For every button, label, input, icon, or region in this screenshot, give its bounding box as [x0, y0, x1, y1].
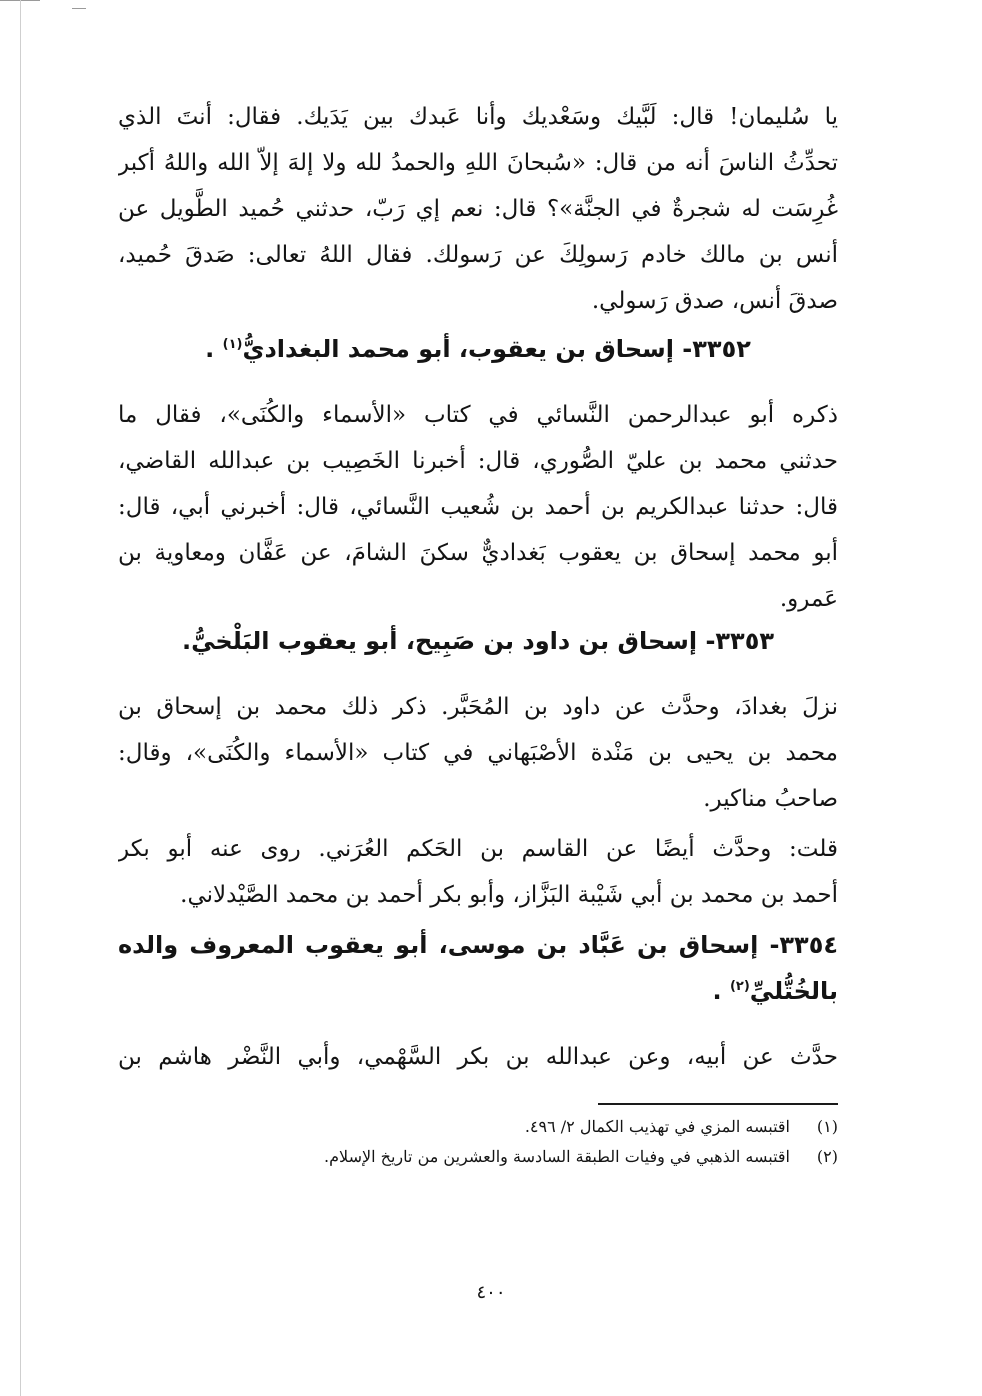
- text-line: صاحبُ مناكير.: [703, 786, 838, 812]
- text-line: حدثني محمد بن عليّ الصُّوري، قال: أخبرنا الخَصِيب بن عبدالله القاضي،: [118, 448, 838, 474]
- scan-tick-mark: [72, 8, 86, 9]
- entry-heading-continuation: [118, 968, 838, 1014]
- page-number: ٤٠٠: [476, 1282, 506, 1303]
- text-line: حدَّث عن أبيه، وعن عبدالله بن بكر السَّهْمي، وأبي النَّضْر هاشم بن: [118, 1044, 838, 1070]
- text-line: نزلَ بغدادَ، وحدَّث عن داود بن المُحَبَّر. ذكر ذلك محمد بن إسحاق بن: [118, 694, 838, 720]
- paragraph-author-note: [118, 826, 838, 918]
- paragraph-solomon-dialogue: [118, 94, 838, 324]
- entry-heading-text: ٣٣٥٤- إسحاق بن عَبَّاد بن موسى، أبو يعقوب المعروف والده: [118, 931, 838, 959]
- entry-heading-3353: [118, 618, 838, 664]
- footnote-text: اقتبسه المزي في تهذيب الكمال ٢/ ٤٩٦.: [524, 1117, 790, 1136]
- entry-heading-3352: [118, 326, 838, 372]
- entry-heading-text: ٣٣٥٣- إسحاق بن داود بن صَبِيح، أبو يعقوب البَلْخيُّ.: [182, 627, 774, 655]
- paragraph-entry-3353: [118, 684, 838, 822]
- footnote-separator: [598, 1103, 838, 1105]
- footnote-marker: (٢): [729, 979, 750, 994]
- entry-heading-text: ٣٣٥٢- إسحاق بن يعقوب، أبو محمد البغداديُّ: [242, 335, 751, 363]
- footnote-1: [118, 1112, 838, 1142]
- footnote-number: (١): [816, 1117, 838, 1136]
- text-line: يا سُليمان! قال: لَبَّيك وسَعْديك وأنا عَبدك بين يَدَيك. فقال: أنتَ الذي: [118, 104, 838, 130]
- heading-period: .: [712, 977, 722, 1005]
- entry-heading-3354: [118, 922, 838, 1014]
- footnote-number: (٢): [816, 1147, 838, 1166]
- text-line: صدقَ أنس، صدق رَسولي.: [591, 288, 838, 314]
- text-line: أبو محمد إسحاق بن يعقوب بَغداديٌّ سكنَ الشامَ، عن عَفَّان ومعاوية بن: [118, 540, 838, 566]
- text-line: محمد بن يحيى بن مَنْدة الأصْبَهاني في كتاب «الأسماء والكُنَى»، وقال:: [118, 740, 838, 766]
- footnote-text: اقتبسه الذهبي في وفيات الطبقة السادسة والعشرين من تاريخ الإسلام.: [324, 1147, 790, 1166]
- text-line: قال: حدثنا عبدالكريم بن أحمد بن شُعيب النَّسائي، قال: أخبرني أبي، قال:: [118, 494, 838, 520]
- entry-heading-text: بالخُتُّليِّ: [749, 977, 838, 1005]
- heading-period: .: [205, 335, 215, 363]
- scan-edge-line: [20, 0, 21, 1396]
- paragraph-entry-3352: [118, 392, 838, 622]
- text-line: غُرِسَت له شجرةٌ في الجنَّة»؟ قال: نعم إي رَبّ، حدثني حُميد الطَّويل عن: [118, 196, 838, 222]
- footnotes: [118, 1112, 838, 1172]
- footnote-2: [118, 1142, 838, 1172]
- text-line: عَمرو.: [779, 586, 838, 612]
- text-line: أحمد بن محمد بن أبي شَيْبة البَزَّاز، وأبو بكر أحمد بن محمد الصَّيْدلاني.: [180, 882, 838, 908]
- text-line: قلت: وحدَّث أيضًا عن القاسم بن الحَكم العُرَني. روى عنه أبو بكر: [118, 836, 838, 862]
- text-line: أنس بن مالك خادم رَسولِكَ عن رَسولك. فقال اللهُ تعالى: صَدقَ حُميد،: [118, 242, 838, 268]
- text-line: تحدِّثُ الناسَ أنه من قال: «سُبحانَ اللهِ والحمدُ لله ولا إلهَ إلاّ الله واللهُ أكبر: [118, 150, 838, 176]
- text-line: ذكره أبو عبدالرحمن النَّسائي في كتاب «الأسماء والكُنَى»، فقال ما: [118, 402, 838, 428]
- footnote-marker: (١): [222, 337, 243, 352]
- paragraph-entry-3354: [118, 1034, 838, 1080]
